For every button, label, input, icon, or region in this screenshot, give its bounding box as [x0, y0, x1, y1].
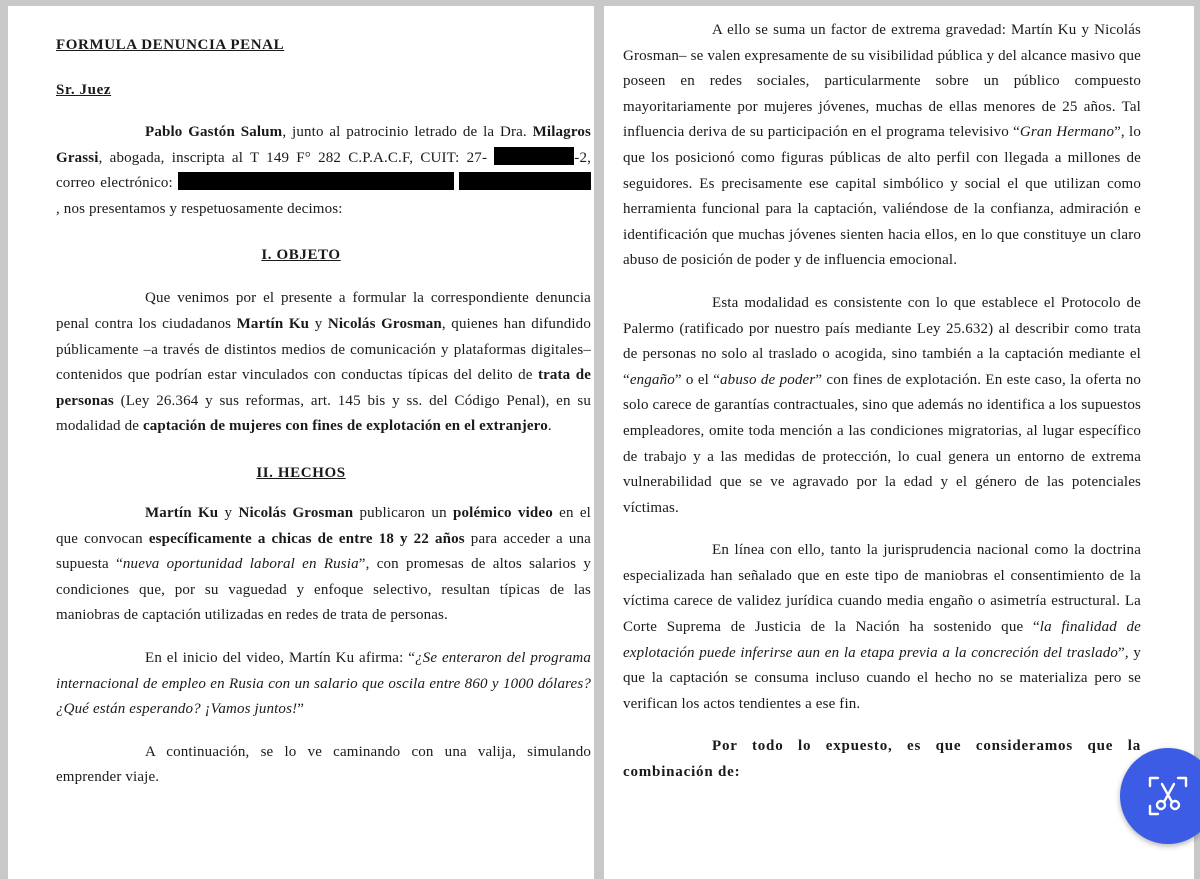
right-paragraph-1: A ello se suma un factor de extrema gravedad: Martín Ku y Nicolás Grosman– se valen expresamente de su visibilidad pública y del alcance masivo que poseen en redes sociales, particularmente sobre un público compuesto mayoritariamente por mujeres jóvenes, muchas de ellas menores de 25 años. Tal influencia deriva de su participación en el programa televisivo “Gran Hermano”, lo que los posicionó como figuras públicas de alto perfil con llegada a millones de seguidores. Es precisamente ese capital simbólico y social el que utilizan como herramienta funcional para la captación, valiéndose de la confianza, admiración e identificación que muchas jóvenes sienten hacia ellos, en lo que constituye un claro abuso de posición de poder y de influencia emocional.	[623, 22, 1141, 269]
redacted-cuit	[494, 147, 574, 165]
hechos-paragraph-2: En el inicio del video, Martín Ku afirma: “¿Se enteraron del programa internacional de empleo en Rusia con un salario que oscila entre 860 y 1000 dólares? ¿Qué están esperando? ¡Vamos juntos!”	[56, 649, 591, 718]
salutation: Sr. Juez	[56, 82, 112, 98]
intro-paragraph: Pablo Gastón Salum, junto al patrocinio letrado de la Dra. Milagros Grassi, abogada, inscripta al T 149 F° 282 C.P.A.C.F, CUIT: 27- -2, correo electrónico: , nos presentamos y respetuosamente decimos:	[56, 124, 591, 217]
document-title: FORMULA DENUNCIA PENAL	[56, 37, 285, 53]
hechos-paragraph-1: Martín Ku y Nicolás Grosman publicaron un polémico video en el que convocan específicamente a chicas de entre 18 y 22 años para acceder a una supuesta “nueva oportunidad laboral en Rusia”, con promesas de altos salarios y condiciones que, por su vaguedad y enfoque selectivo, resultan típicas de las maniobras de captación utilizadas en redes de trata de personas.	[56, 504, 591, 624]
redacted-email	[178, 172, 454, 190]
lawyer-name: Milagros Grassi	[56, 124, 591, 166]
right-paragraph-4: Por todo lo expuesto, es que consideramos que la combinación de:	[623, 738, 1141, 781]
section-heading-objeto: I. OBJETO	[261, 247, 341, 264]
complainant-name: Pablo Gastón Salum	[145, 124, 283, 140]
document-page-left	[8, 6, 594, 879]
redacted-email-cont	[459, 172, 591, 190]
scissors-crop-icon	[1144, 772, 1192, 820]
right-paragraph-2: Esta modalidad es consistente con lo que establece el Protocolo de Palermo (ratificado por nuestro país mediante Ley 25.632) al describir como trata de personas no solo al traslado o acogida, sino también a la captación mediante el “engaño” o el “abuso de poder” con fines de explotación. En este caso, la oferta no solo carece de garantías contractuales, sino que además no identifica a los supuestos empleadores, omite toda mención a las condiciones migratorias, al lugar específico de trabajo y a las medidas de protección, lo cual genera un entorno de extrema vulnerabilidad que se ve agravado por la edad y el género de las potenciales víctimas.	[623, 294, 1141, 516]
objeto-paragraph: Que venimos por el presente a formular la correspondiente denuncia penal contra los ciudadanos Martín Ku y Nicolás Grosman, quienes han difundido públicamente –a través de distintos medios de comunicación y plataformas digitales– contenidos que podrían estar vinculados con conductas típicas del delito de trata de personas (Ley 26.364 y sus reformas, art. 145 bis y ss. del Código Penal), en su modalidad de captación de mujeres con fines de explotación en el extranjero.	[56, 290, 591, 435]
hechos-paragraph-3: A continuación, se lo ve caminando con una valija, simulando emprender viaje.	[56, 743, 591, 786]
right-paragraph-3: En línea con ello, tanto la jurisprudencia nacional como la doctrina especializada han señalado que en este tipo de maniobras el consentimiento de la víctima carece de validez jurídica cuando media engaño o asimetría estructural. La Corte Suprema de Justicia de la Nación ha sostenido que “la finalidad de explotación puede inferirse aun en la etapa previa a la concreción del traslado”, y que la captación se consuma incluso cuando el hecho no se materializa pero se verifican los actos tendientes a ese fin.	[623, 542, 1142, 712]
document-page-right	[604, 6, 1194, 879]
section-heading-hechos: II. HECHOS	[256, 464, 346, 481]
